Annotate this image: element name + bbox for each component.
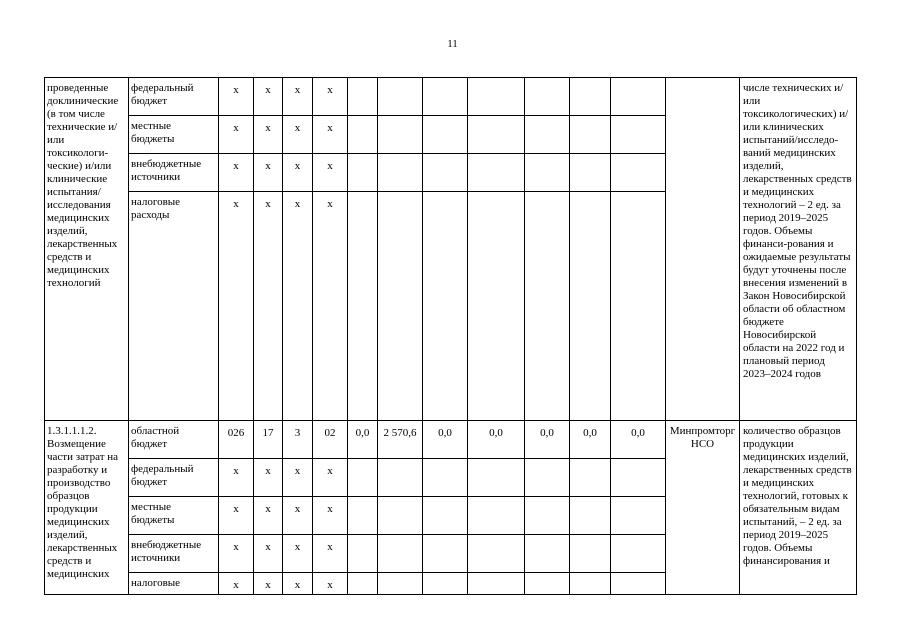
funding-source-cell: местные бюджеты <box>129 497 219 535</box>
amount-cell <box>570 116 611 154</box>
amount-cell <box>468 116 525 154</box>
amount-cell <box>525 116 570 154</box>
amount-cell <box>468 154 525 192</box>
amount-cell <box>570 573 611 595</box>
code-cell: х <box>283 497 313 535</box>
amount-cell <box>468 459 525 497</box>
code-cell: х <box>283 154 313 192</box>
amount-cell <box>611 116 666 154</box>
amount-cell <box>348 459 378 497</box>
amount-cell: 0,0 <box>570 421 611 459</box>
amount-cell <box>378 154 423 192</box>
amount-cell <box>570 78 611 116</box>
code-cell: х <box>219 78 254 116</box>
page-number: 11 <box>447 38 458 50</box>
amount-cell <box>423 192 468 421</box>
amount-cell <box>525 78 570 116</box>
amount-cell <box>468 192 525 421</box>
amount-cell <box>423 154 468 192</box>
amount-cell <box>378 535 423 573</box>
amount-cell <box>611 573 666 595</box>
amount-cell <box>570 154 611 192</box>
funding-source-cell: внебюджетные источники <box>129 154 219 192</box>
item-description-cell: 1.3.1.1.1.2. Возмещение части затрат на разработку и производство образцов продукции медицинских изделий, лекарственных средств и медицинских <box>45 421 129 595</box>
code-cell: х <box>254 192 283 421</box>
item-description-cell: проведенные доклинические (в том числе технические и/или токсикологи-ческие) и/или клинические испытания/ исследования медицинских изделий, лекарственных средств и медицинских технологий <box>45 78 129 421</box>
amount-cell: 0,0 <box>525 421 570 459</box>
code-cell: х <box>254 154 283 192</box>
amount-cell: 2 570,6 <box>378 421 423 459</box>
code-cell: х <box>254 116 283 154</box>
amount-cell: 0,0 <box>468 421 525 459</box>
code-cell: 02 <box>313 421 348 459</box>
code-cell: 3 <box>283 421 313 459</box>
code-cell: х <box>313 116 348 154</box>
amount-cell <box>378 459 423 497</box>
amount-cell <box>525 535 570 573</box>
table-row <box>45 78 857 116</box>
amount-cell <box>468 497 525 535</box>
amount-cell <box>348 573 378 595</box>
expected-result-cell: числе технических и/или токсикологических) и/или клинических испытаний/исследо-ваний медицинских изделий, лекарственных средств и медицинских технологий – 2 ед. за период 2019–2025 годов. Объемы финанси-рования и ожидаемые результаты будут уточнены после внесения изменений в Закон Новосибирской области об областном бюджете Новосибирской области на 2022 год и плановый период 2023–2024 годов <box>740 78 857 421</box>
amount-cell <box>423 573 468 595</box>
amount-cell <box>348 78 378 116</box>
amount-cell <box>611 497 666 535</box>
amount-cell <box>611 535 666 573</box>
amount-cell <box>348 116 378 154</box>
executor-cell <box>666 78 740 421</box>
code-cell: х <box>254 459 283 497</box>
amount-cell <box>348 497 378 535</box>
funding-source-cell: налоговые <box>129 573 219 595</box>
code-cell: х <box>283 459 313 497</box>
table-row <box>45 421 857 459</box>
code-cell: х <box>219 192 254 421</box>
amount-cell <box>570 535 611 573</box>
code-cell: х <box>283 535 313 573</box>
code-cell: х <box>313 78 348 116</box>
code-cell: х <box>219 459 254 497</box>
amount-cell <box>423 78 468 116</box>
funding-source-cell: федеральный бюджет <box>129 78 219 116</box>
amount-cell <box>611 78 666 116</box>
amount-cell <box>570 497 611 535</box>
amount-cell <box>348 535 378 573</box>
funding-source-cell: налоговые расходы <box>129 192 219 421</box>
code-cell: х <box>219 497 254 535</box>
amount-cell <box>611 192 666 421</box>
amount-cell: 0,0 <box>348 421 378 459</box>
code-cell: х <box>283 116 313 154</box>
program-table <box>44 77 857 595</box>
code-cell: х <box>313 497 348 535</box>
amount-cell <box>423 497 468 535</box>
amount-cell <box>570 459 611 497</box>
code-cell: 17 <box>254 421 283 459</box>
code-cell: х <box>219 116 254 154</box>
amount-cell <box>378 78 423 116</box>
funding-source-cell: федеральный бюджет <box>129 459 219 497</box>
amount-cell <box>348 154 378 192</box>
code-cell: х <box>283 78 313 116</box>
amount-cell <box>611 154 666 192</box>
amount-cell <box>378 573 423 595</box>
code-cell: х <box>254 78 283 116</box>
amount-cell <box>525 192 570 421</box>
amount-cell <box>348 192 378 421</box>
code-cell: 026 <box>219 421 254 459</box>
amount-cell <box>570 192 611 421</box>
amount-cell <box>378 497 423 535</box>
code-cell: х <box>219 573 254 595</box>
code-cell: х <box>313 192 348 421</box>
amount-cell <box>378 116 423 154</box>
funding-source-cell: областной бюджет <box>129 421 219 459</box>
amount-cell <box>378 192 423 421</box>
code-cell: х <box>283 192 313 421</box>
amount-cell: 0,0 <box>423 421 468 459</box>
code-cell: х <box>254 535 283 573</box>
code-cell: х <box>313 459 348 497</box>
code-cell: х <box>313 154 348 192</box>
funding-source-cell: внебюджетные источники <box>129 535 219 573</box>
executor-cell: Минпромторг НСО <box>666 421 740 595</box>
code-cell: х <box>254 573 283 595</box>
amount-cell <box>525 497 570 535</box>
amount-cell <box>525 154 570 192</box>
amount-cell <box>423 116 468 154</box>
code-cell: х <box>313 535 348 573</box>
expected-result-cell: количество образцов продукции медицинских изделий, лекарственных средств и медицинских технологий, готовых к обязательным видам испытаний, – 2 ед. за период 2019–2025 годов. Объемы финансирования и <box>740 421 857 595</box>
amount-cell <box>423 535 468 573</box>
code-cell: х <box>219 154 254 192</box>
amount-cell <box>611 459 666 497</box>
code-cell: х <box>283 573 313 595</box>
code-cell: х <box>254 497 283 535</box>
code-cell: х <box>313 573 348 595</box>
amount-cell <box>525 459 570 497</box>
code-cell: х <box>219 535 254 573</box>
amount-cell <box>468 78 525 116</box>
amount-cell <box>423 459 468 497</box>
amount-cell <box>468 535 525 573</box>
amount-cell: 0,0 <box>611 421 666 459</box>
amount-cell <box>525 573 570 595</box>
funding-source-cell: местные бюджеты <box>129 116 219 154</box>
amount-cell <box>468 573 525 595</box>
